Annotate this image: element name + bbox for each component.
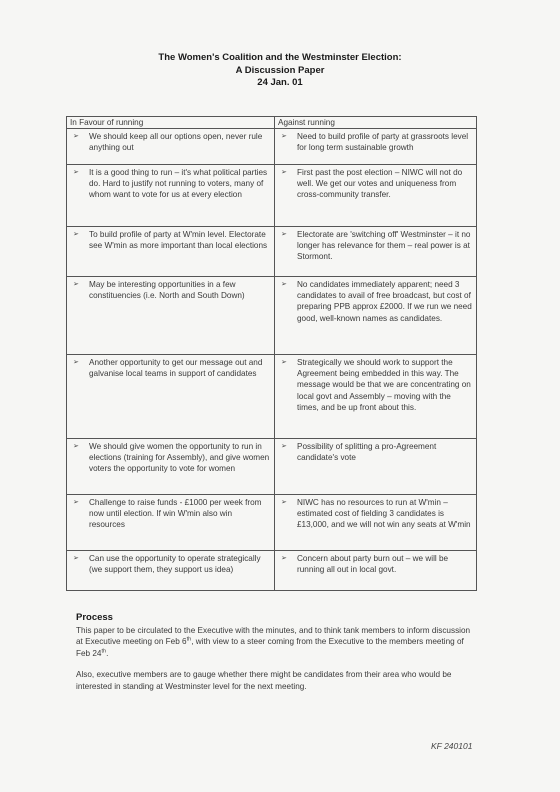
- table-row: [67, 439, 477, 495]
- process-superscript-2: th: [101, 648, 107, 655]
- arrow-bullet-icon: ➢: [281, 359, 287, 366]
- against-text: Electorate are 'switching off' Westminster – it no longer has relevance for them – real power is at Stormont.: [297, 230, 471, 262]
- table-row: [67, 551, 477, 591]
- table-row: [67, 355, 477, 439]
- against-point: [275, 129, 476, 155]
- arrow-bullet-icon: ➢: [281, 555, 287, 562]
- favour-cell: [67, 551, 275, 591]
- against-point: [275, 227, 476, 265]
- column-header-favour: In Favour of running: [67, 117, 275, 129]
- arrow-bullet-icon: ➢: [281, 499, 287, 506]
- arrow-bullet-icon: ➢: [281, 281, 287, 288]
- arguments-table: [66, 116, 477, 591]
- favour-point: [67, 439, 274, 477]
- against-text: Possibility of splitting a pro-Agreement candidate's vote: [297, 442, 437, 463]
- table-row: [67, 227, 477, 277]
- table-row: [67, 277, 477, 355]
- arrow-bullet-icon: ➢: [281, 133, 287, 140]
- favour-text: We should keep all our options open, never rule anything out: [89, 132, 263, 153]
- against-cell: [275, 439, 477, 495]
- arrow-bullet-icon: ➢: [73, 555, 79, 562]
- against-text: First past the post election – NIWC will not do well. We get our votes and uniqueness from cross-community transfer.: [297, 168, 463, 200]
- against-point: [275, 495, 476, 533]
- process-superscript-1: th: [186, 636, 192, 643]
- against-cell: [275, 355, 477, 439]
- against-text: Concern about party burn out – we will be running all out in local govt.: [297, 554, 449, 575]
- arrow-bullet-icon: ➢: [281, 231, 287, 238]
- against-point: [275, 551, 476, 577]
- title-line-1: The Women's Coalition and the Westminster Election:: [158, 52, 402, 63]
- against-cell: [275, 227, 477, 277]
- arrow-bullet-icon: ➢: [73, 499, 79, 506]
- arrow-bullet-icon: ➢: [281, 443, 287, 450]
- favour-cell: [67, 129, 275, 165]
- process-paragraph-2: Also, executive members are to gauge whether there might be candidates from their area who would be interested in standing at Westminster level for the next meeting.: [76, 670, 452, 691]
- document-date: 24 Jan. 01: [257, 77, 303, 88]
- favour-point: [67, 129, 274, 155]
- process-section: [76, 612, 476, 703]
- process-paragraph-1: [76, 625, 476, 660]
- against-text: Need to build profile of party at grassroots level for long term sustainable growth: [297, 132, 469, 153]
- arrow-bullet-icon: ➢: [73, 359, 79, 366]
- favour-cell: [67, 355, 275, 439]
- arrow-bullet-icon: ➢: [73, 169, 79, 176]
- arrow-bullet-icon: ➢: [281, 169, 287, 176]
- favour-cell: [67, 165, 275, 227]
- favour-cell: [67, 495, 275, 551]
- process-text-b: , with view to a steer coming from the Executive to the members meeting of Feb 24: [76, 637, 464, 658]
- against-cell: [275, 129, 477, 165]
- column-header-against: Against running: [275, 117, 477, 129]
- favour-point: [67, 277, 274, 303]
- against-cell: [275, 495, 477, 551]
- favour-point: [67, 227, 274, 253]
- document-title: [0, 52, 560, 90]
- against-point: [275, 277, 476, 326]
- table-row: [67, 495, 477, 551]
- against-text: Strategically we should work to support the Agreement being embedded in this way. The message would be that we are concentrating on local govt and Assembly – moving with the times, and be up front about this.: [297, 358, 471, 412]
- favour-cell: [67, 227, 275, 277]
- table-body: [67, 129, 477, 591]
- favour-point: [67, 355, 274, 381]
- arrow-bullet-icon: ➢: [73, 231, 79, 238]
- favour-point: [67, 551, 274, 577]
- favour-text: To build profile of party at W'min level. Electorate see W'min as more important than local elections: [89, 230, 268, 251]
- favour-text: It is a good thing to run – it's what political parties do. Hard to justify not running to voters, many of whom want to vote for us at every election: [89, 168, 268, 200]
- favour-text: Challenge to raise funds - £1000 per week from now until election. If win W'min also win resources: [89, 498, 262, 530]
- favour-text: We should give women the opportunity to run in elections (training for Assembly), and give women voters the opportunity to vote for women: [89, 442, 270, 474]
- favour-point: [67, 165, 274, 203]
- table-row: [67, 129, 477, 165]
- against-point: [275, 439, 476, 465]
- favour-point: [67, 495, 274, 533]
- process-text-c: .: [106, 648, 109, 658]
- against-cell: [275, 277, 477, 355]
- against-point: [275, 165, 476, 203]
- table-header-row: [67, 117, 477, 129]
- against-text: NIWC has no resources to run at W'min – estimated cost of fielding 3 candidates is £13,000, and we will not win any seats at W'min: [297, 498, 471, 530]
- table-row: [67, 165, 477, 227]
- favour-cell: [67, 439, 275, 495]
- favour-text: May be interesting opportunities in a few constituencies (i.e. North and South Down): [89, 280, 245, 301]
- document-reference: KF 240101: [431, 741, 473, 751]
- process-text-a: This paper to be circulated to the Executive with the minutes, and to think tank members to inform discussion at Executive meeting on Feb 6: [76, 625, 471, 647]
- process-heading: Process: [76, 612, 113, 623]
- favour-text: Another opportunity to get our message out and galvanise local teams in support of candidates: [89, 358, 263, 379]
- title-line-2: A Discussion Paper: [235, 64, 325, 76]
- arrow-bullet-icon: ➢: [73, 133, 79, 140]
- against-point: [275, 355, 476, 415]
- against-cell: [275, 551, 477, 591]
- arrow-bullet-icon: ➢: [73, 443, 79, 450]
- favour-cell: [67, 277, 275, 355]
- arrow-bullet-icon: ➢: [73, 281, 79, 288]
- against-text: No candidates immediately apparent; need 3 candidates to avail of free broadcast, but cost of preparing PPB approx £2000. If we run we need good, well-known names as candidates.: [297, 280, 472, 323]
- against-cell: [275, 165, 477, 227]
- favour-text: Can use the opportunity to operate strategically (we support them, they support us idea): [89, 554, 261, 575]
